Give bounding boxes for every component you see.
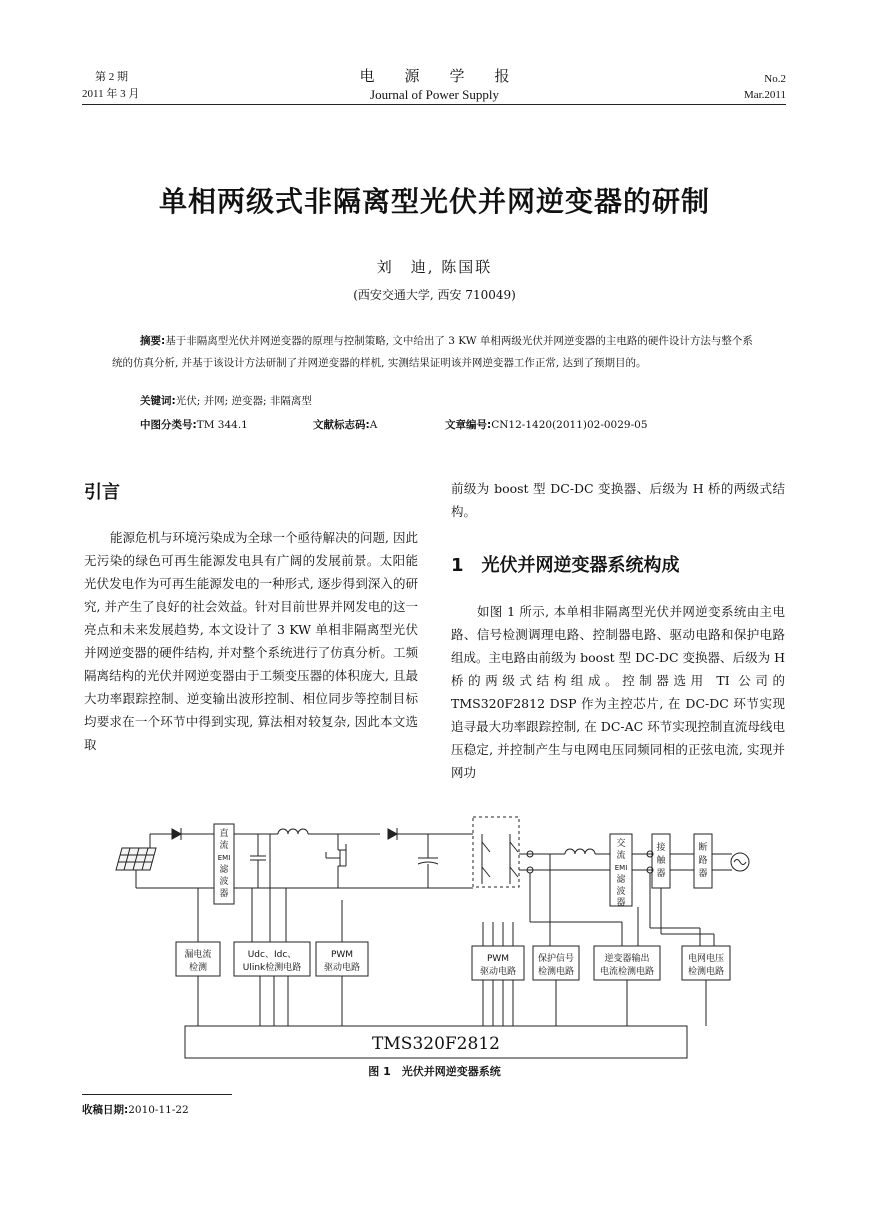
doc-code-label: 文献标志码:	[313, 419, 370, 431]
inv-label-2: 电流检测电路	[599, 967, 655, 977]
boost-diode-icon	[388, 828, 397, 840]
leak-label-1: 漏电流	[184, 950, 212, 960]
footnote	[82, 1102, 189, 1117]
section-1-heading: 1 光伏并网逆变器系统构成	[451, 555, 680, 576]
keywords	[140, 393, 312, 408]
pwm1-label-2: 驱动电路	[323, 963, 361, 973]
ac-emi-c1: 交	[616, 839, 626, 849]
article-affiliation: (西安交通大学, 西安 710049)	[353, 288, 516, 302]
intro-paragraph: 能源危机与环境污染成为全球一个亟待解决的问题, 因此无污染的绿色可再生能源发电具有广阔的发展前景。太阳能光伏发电作为可再生能源发电的一种形式, 逐步得到深入的研究, 并产生了良好的社会效益。针对目前世界并网发电的这一亮点和未来发展趋势, 本文设计了 3 KW 单相非隔离型光伏并网逆变器的硬件结构, 并对整个系统进行了仿真分析。工频隔离结构的光伏并网逆变器由于工频变压器的体积庞大, 且最大功率跟踪控制、逆变输出波形控制、相位同步等控制目标均要求在一个环节中得到实现, 算法相对较复杂, 因此本文选取	[84, 530, 418, 752]
figure-caption: 图 1 光伏并网逆变器系统	[368, 1065, 501, 1078]
ac-emi-c3: EMI	[614, 864, 628, 872]
header-issue-en: No.2	[764, 73, 786, 85]
grid-label-1: 电网电压	[687, 954, 725, 964]
abstract-text: 基于非隔离型光伏并网逆变器的原理与控制策略, 文中给出了 3 KW 单相两级光伏并网逆变器的主电路的硬件设计方法与整个系统的仿真分析, 并基于该设计方法研制了并网逆变器的样机, 实测结果证明该并网逆变器工作正常, 达到了预期目的。	[112, 335, 753, 369]
article-authors: 刘 迪, 陈国联	[376, 258, 493, 276]
footnote-rule	[82, 1094, 232, 1095]
clc-label: 中图分类号:	[140, 419, 197, 431]
prot-label-2: 检测电路	[537, 967, 575, 977]
dc-emi-c1: 直	[219, 829, 229, 839]
header-rule	[82, 104, 786, 105]
doc-code	[313, 417, 377, 432]
prot-label-1: 保护信号	[537, 954, 575, 964]
contactor-c1: 接	[656, 843, 666, 853]
udc-label-2: Ulink检测电路	[242, 963, 302, 973]
contactor-c3: 器	[656, 869, 666, 879]
boost-switch-icon	[326, 834, 346, 888]
keywords-text: 光伏; 并网; 逆变器; 非隔离型	[175, 395, 312, 407]
grid-label-2: 检测电路	[687, 967, 725, 977]
abstract-label: 摘要:	[140, 335, 166, 347]
dc-emi-c5: 波	[219, 877, 229, 887]
dc-emi-c6: 器	[219, 889, 229, 899]
doc-code-value: A	[369, 419, 378, 431]
input-diode-icon	[172, 828, 181, 840]
journal-title-en: Journal of Power Supply	[370, 87, 499, 102]
right-column-continuation: 前级为 boost 型 DC-DC 变换器、后级为 H 桥的两级式结构。	[451, 481, 785, 519]
keywords-label: 关键词:	[140, 395, 176, 407]
contactor-c2: 触	[656, 856, 666, 866]
header-date-en: Mar.2011	[743, 89, 786, 101]
pwm2-label-1: PWM	[486, 954, 510, 964]
journal-title-cn: 电 源 学 报	[359, 67, 510, 85]
footnote-date: 2010-11-22	[128, 1104, 189, 1116]
dc-emi-c2: 流	[219, 841, 229, 851]
h-bridge-box	[473, 817, 519, 887]
breaker-c3: 器	[698, 869, 708, 879]
ac-inductor-icon	[565, 849, 595, 854]
dsp-label: TMS320F2812	[372, 1034, 500, 1054]
article-no-label: 文章编号:	[445, 419, 492, 431]
dc-emi-c3: EMI	[217, 854, 231, 862]
article-no-value: CN12-1420(2011)02-0029-05	[491, 419, 648, 431]
udc-label-1: Udc、Idc、	[247, 950, 297, 960]
clc	[140, 417, 248, 432]
section-1-paragraph: 如图 1 所示, 本单相非隔离型光伏并网逆变系统由主电路、信号检测调理电路、控制器电路、驱动电路和保护电路组成。主电路由前级为 boost 型 DC-DC 变换器、后级为 H 桥的两级式结构组成。控制器选用 TI 公司的 TMS320F2812 DSP 作为主控芯片, 在 DC-DC 环节实现追寻最大功率跟踪控制, 在 DC-AC 环节实现控制直流母线电压稳定, 并控制产生与电网电压同频同相的正弦电流, 实现并网功	[451, 604, 785, 780]
pv-panel-icon	[116, 848, 156, 870]
footnote-label: 收稿日期:	[82, 1104, 129, 1116]
article-no	[445, 417, 648, 432]
pwm2-label-2: 驱动电路	[479, 967, 517, 977]
inv-label-1: 逆变器输出	[604, 954, 650, 964]
system-diagram	[110, 812, 770, 1062]
ac-emi-c2: 流	[616, 851, 626, 861]
ac-emi-c5: 波	[616, 887, 626, 897]
breaker-c2: 路	[698, 856, 708, 866]
article-title: 单相两级式非隔离型光伏并网逆变器的研制	[158, 185, 710, 218]
pwm1-label-1: PWM	[330, 950, 354, 960]
header-date-cn: 2011 年 3 月	[82, 88, 140, 100]
dc-emi-c4: 滤	[219, 865, 229, 875]
grid-source-icon	[731, 853, 749, 871]
ac-emi-c4: 滤	[616, 875, 626, 885]
abstract	[112, 330, 762, 374]
breaker-c1: 断	[698, 843, 708, 853]
leak-label-2: 检测	[188, 963, 208, 973]
boost-inductor-icon	[278, 829, 308, 834]
clc-value: TM 344.1	[196, 419, 248, 431]
ac-emi-c6: 器	[616, 898, 626, 908]
section-intro-heading: 引言	[84, 482, 120, 503]
header-issue-cn: 第 2 期	[95, 71, 128, 83]
